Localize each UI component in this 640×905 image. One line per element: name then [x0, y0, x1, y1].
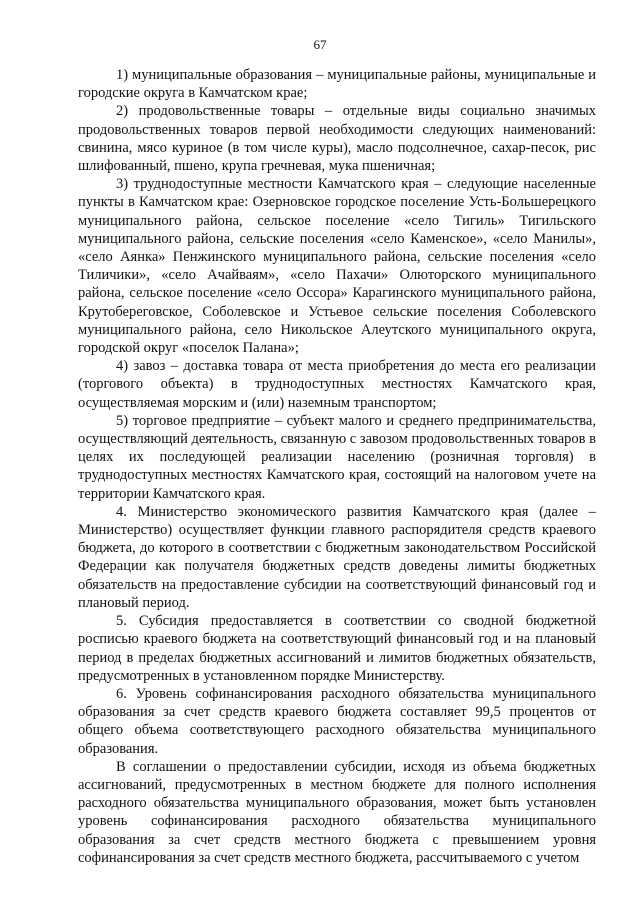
- paragraph-clause-6: 6. Уровень софинансирования расходного обязательства муниципального образования за счет средств краевого бюджета составляет 99,5 процентов от общего объема соответствующего расходного обязательства муниципального образования.: [78, 685, 596, 757]
- document-body: [78, 66, 596, 867]
- paragraph-definition-delivery: 4) завоз – доставка товара от места приобретения до места его реализации (торгового объекта) в труднодоступных местностях Камчатского края, осуществляемая морским и (или) наземным транспортом;: [78, 358, 596, 411]
- page-number: 67: [313, 37, 327, 52]
- paragraph-definition-trade-enterprise: 5) торговое предприятие – субъект малого и среднего предпринимательства, осуществляющий деятельность, связанную с завозом продовольственных товаров в целях их последующей реализации населению (розничная торговля) в труднодоступных местностях Камчатского края, состоящий на налоговом учете на территории Камчатского края.: [78, 412, 596, 502]
- paragraph-agreement: В соглашении о предоставлении субсидии, исходя из объема бюджетных ассигнований, предусмотренных в местном бюджете для полного исполнения расходного обязательства муниципального образования, может быть установлен уровень софинансирования расходного обязательства муниципального образования за счет средств местного бюджета с превышением уровня софинансирования за счет средств местного бюджета, рассчитываемого с учетом: [78, 758, 596, 866]
- paragraph-definition-remote-areas: 3) труднодоступные местности Камчатского края – следующие населенные пункты в Камчатском крае: Озерновское городское поселение Усть-Большерецкого муниципального района, сельское поселение «село Тигиль» Тигильского муниципального района, сельские поселения «село Каменское», «село Манилы», «село Аянка» Пенжинского муниципального района, сельские поселения «село Тиличики», «село Ачайваям», «село Пахачи» Олюторского муниципального района, сельское поселение «село Оссора» Карагинского муниципального района, Крутобереговское, Соболевское и Устьевое сельские поселения Соболевского муниципального района, село Никольское Алеутского муниципального округа, городской округ «поселок Палана»;: [78, 176, 596, 357]
- paragraph-definition-municipal: 1) муниципальные образования – муниципальные районы, муниципальные и городские округа в Камчатском крае;: [78, 67, 596, 102]
- paragraph-clause-5: 5. Субсидия предоставляется в соответствии со сводной бюджетной росписью краевого бюджета на соответствующий финансовый год и на плановый период в пределах бюджетных ассигнований и лимитов бюджетных обязательств, предусмотренных в установленном порядке Министерству.: [78, 613, 596, 684]
- paragraph-clause-4: 4. Министерство экономического развития Камчатского края (далее – Министерство) осуществляет функции главного распорядителя средств краевого бюджета, до которого в соответствии с бюджетным законодательством Российской Федерации как получателя бюджетных средств доведены лимиты бюджетных обязательств на предоставление субсидии на соответствующий финансовый год и плановый период.: [78, 503, 596, 611]
- paragraph-definition-food-products: 2) продовольственные товары – отдельные виды социально значимых продовольственных товаров первой необходимости следующих наименований: свинина, мясо куриное (в том числе куры), масло подсолнечное, сахар-песок, рис шлифованный, пшено, крупа гречневая, мука пшеничная;: [78, 103, 596, 175]
